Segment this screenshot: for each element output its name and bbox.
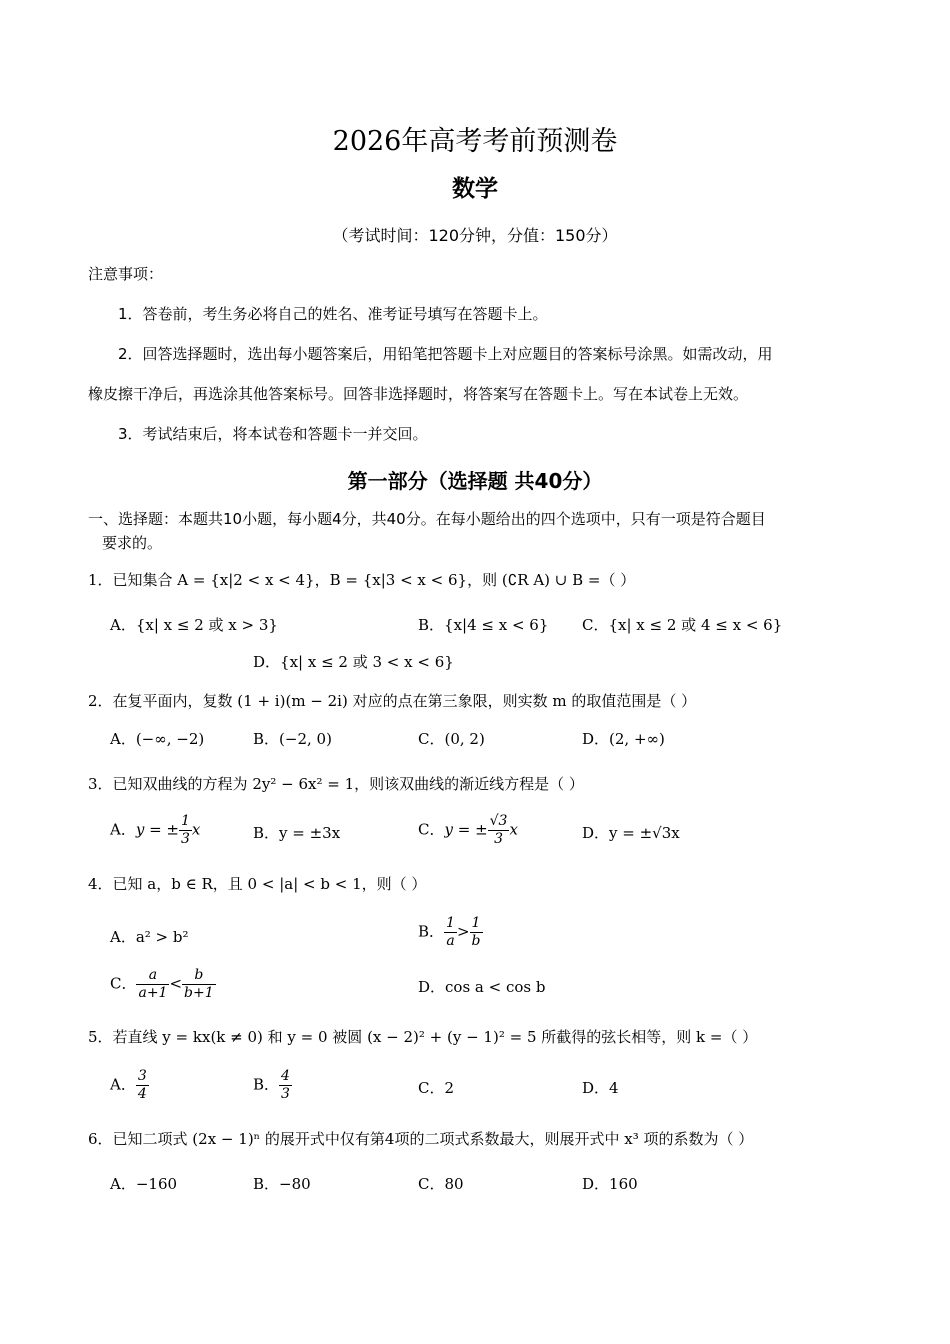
question-3-option-c	[418, 813, 518, 848]
question-4-option-b	[418, 915, 483, 950]
fraction-numerator: 1	[181, 813, 190, 829]
fraction-suffix: x	[191, 820, 201, 839]
question-5-option-b	[253, 1068, 292, 1103]
fraction-numerator: b	[182, 967, 216, 985]
fraction-denominator: a+1	[138, 985, 168, 1001]
fraction-left	[444, 915, 457, 950]
question-4-option-a: A．a² > b²	[110, 928, 189, 946]
fraction-left	[136, 967, 169, 1002]
question-3-option-b: B．y = ±3x	[253, 824, 341, 842]
fraction-denominator: a	[446, 933, 455, 949]
question-6-option-a: A．−160	[110, 1175, 178, 1193]
question-2-stem: 2．在复平面内，复数 (1 + i)(m − 2i) 对应的点在第三象限，则实数 m 的取值范围是（ ）	[88, 692, 697, 710]
exam-time-info: （考试时间：120分钟，分值：150分）	[332, 226, 618, 245]
fraction-right	[182, 967, 216, 1002]
note-item-1: 1．答卷前，考生务必将自己的姓名、准考证号填写在答题卡上。	[118, 305, 548, 323]
section-heading-line1: 一、选择题：本题共10小题，每小题4分，共40分。在每小题给出的四个选项中，只有一项是符合题目	[88, 510, 766, 528]
question-5-option-d: D．4	[582, 1079, 619, 1097]
note-item-2: 2．回答选择题时，选出每小题答案后，用铅笔把答题卡上对应题目的答案标号涂黑。如需改动，用	[118, 345, 773, 363]
fraction-suffix: x	[509, 820, 518, 839]
fraction-numerator: 1	[470, 915, 483, 933]
fraction-numerator: 1	[446, 915, 455, 931]
fraction	[179, 813, 192, 848]
fraction-prefix: y = ±	[444, 820, 488, 839]
question-2-option-c: C．(0, 2)	[418, 730, 485, 748]
option-letter: B．	[418, 922, 445, 941]
fraction-denominator: 4	[137, 1086, 147, 1102]
notes-title: 注意事项：	[88, 265, 164, 283]
fraction-numerator: √3	[489, 813, 508, 829]
question-3-option-a	[110, 813, 200, 848]
comparison-operator: <	[169, 974, 183, 993]
question-2-option-b: B．(−2, 0)	[253, 730, 332, 748]
part1-title: 第一部分（选择题 共40分）	[347, 469, 603, 493]
fraction	[136, 1068, 149, 1103]
note-item-3: 3．考试结束后，将本试卷和答题卡一并交回。	[118, 425, 428, 443]
question-4-stem: 4．已知 a，b ∈ R，且 0 < |a| < b < 1，则（ ）	[88, 875, 427, 893]
fraction-prefix: y = ±	[135, 820, 179, 839]
fraction-denominator: b+1	[184, 985, 214, 1001]
question-1-option-d: D．{x| x ≤ 2 或 3 < x < 6}	[253, 653, 454, 671]
option-letter: A．	[110, 1075, 136, 1094]
fraction	[488, 813, 510, 848]
option-letter: C．	[110, 974, 137, 993]
question-6-option-b: B．−80	[253, 1175, 311, 1193]
question-2-option-a: A．(−∞, −2)	[110, 730, 205, 748]
question-1-option-b: B．{x|4 ≤ x < 6}	[418, 616, 549, 634]
question-5-stem: 5．若直线 y = kx(k ≠ 0) 和 y = 0 被圆 (x − 2)² + (y − 1)² = 5 所截得的弦长相等，则 k =（ ）	[88, 1028, 758, 1046]
comparison-operator: >	[456, 922, 470, 941]
question-6-stem: 6．已知二项式 (2x − 1)ⁿ 的展开式中仅有第4项的二项式系数最大，则展开式中 x³ 项的系数为（ ）	[88, 1130, 754, 1148]
option-letter: B．	[253, 1075, 280, 1094]
question-3-stem: 3．已知双曲线的方程为 2y² − 6x² = 1，则该双曲线的渐近线方程是（ ）	[88, 775, 584, 793]
question-4-option-c	[110, 967, 216, 1002]
question-3-option-d: D．y = ±√3x	[582, 824, 680, 842]
option-letter: A．	[110, 820, 136, 839]
question-6-option-d: D．160	[582, 1175, 638, 1193]
fraction	[279, 1068, 292, 1103]
question-5-option-a	[110, 1068, 149, 1103]
question-6-option-c: C．80	[418, 1175, 464, 1193]
exam-title: 2026年高考考前预测卷	[332, 126, 618, 157]
fraction-denominator: 3	[494, 831, 504, 847]
question-1-stem: 1．已知集合 A = {x|2 < x < 4}，B = {x|3 < x < 6}，则 (∁R A) ∪ B =（ ）	[88, 571, 636, 589]
fraction-numerator: a	[136, 967, 169, 985]
fraction-denominator: 3	[181, 831, 190, 847]
question-1-option-c: C．{x| x ≤ 2 或 4 ≤ x < 6}	[582, 616, 783, 634]
question-4-option-d: D．cos a < cos b	[418, 978, 546, 996]
section-heading-line2: 要求的。	[102, 534, 163, 552]
question-5-option-c: C．2	[418, 1079, 455, 1097]
option-letter: C．	[418, 820, 445, 839]
question-1-option-a: A．{x| x ≤ 2 或 x > 3}	[110, 616, 278, 634]
fraction-numerator: 3	[137, 1068, 147, 1084]
question-2-option-d: D．(2, +∞)	[582, 730, 665, 748]
fraction-numerator: 4	[281, 1068, 290, 1084]
section-heading	[88, 507, 868, 555]
note-item-2-cont: 橡皮擦干净后，再选涂其他答案标号。回答非选择题时，将答案写在答题卡上。写在本试卷上无效。	[88, 385, 749, 403]
fraction-denominator: 3	[281, 1086, 290, 1102]
exam-subject: 数学	[452, 176, 498, 202]
fraction-right	[470, 915, 483, 950]
fraction-denominator: b	[471, 933, 481, 949]
